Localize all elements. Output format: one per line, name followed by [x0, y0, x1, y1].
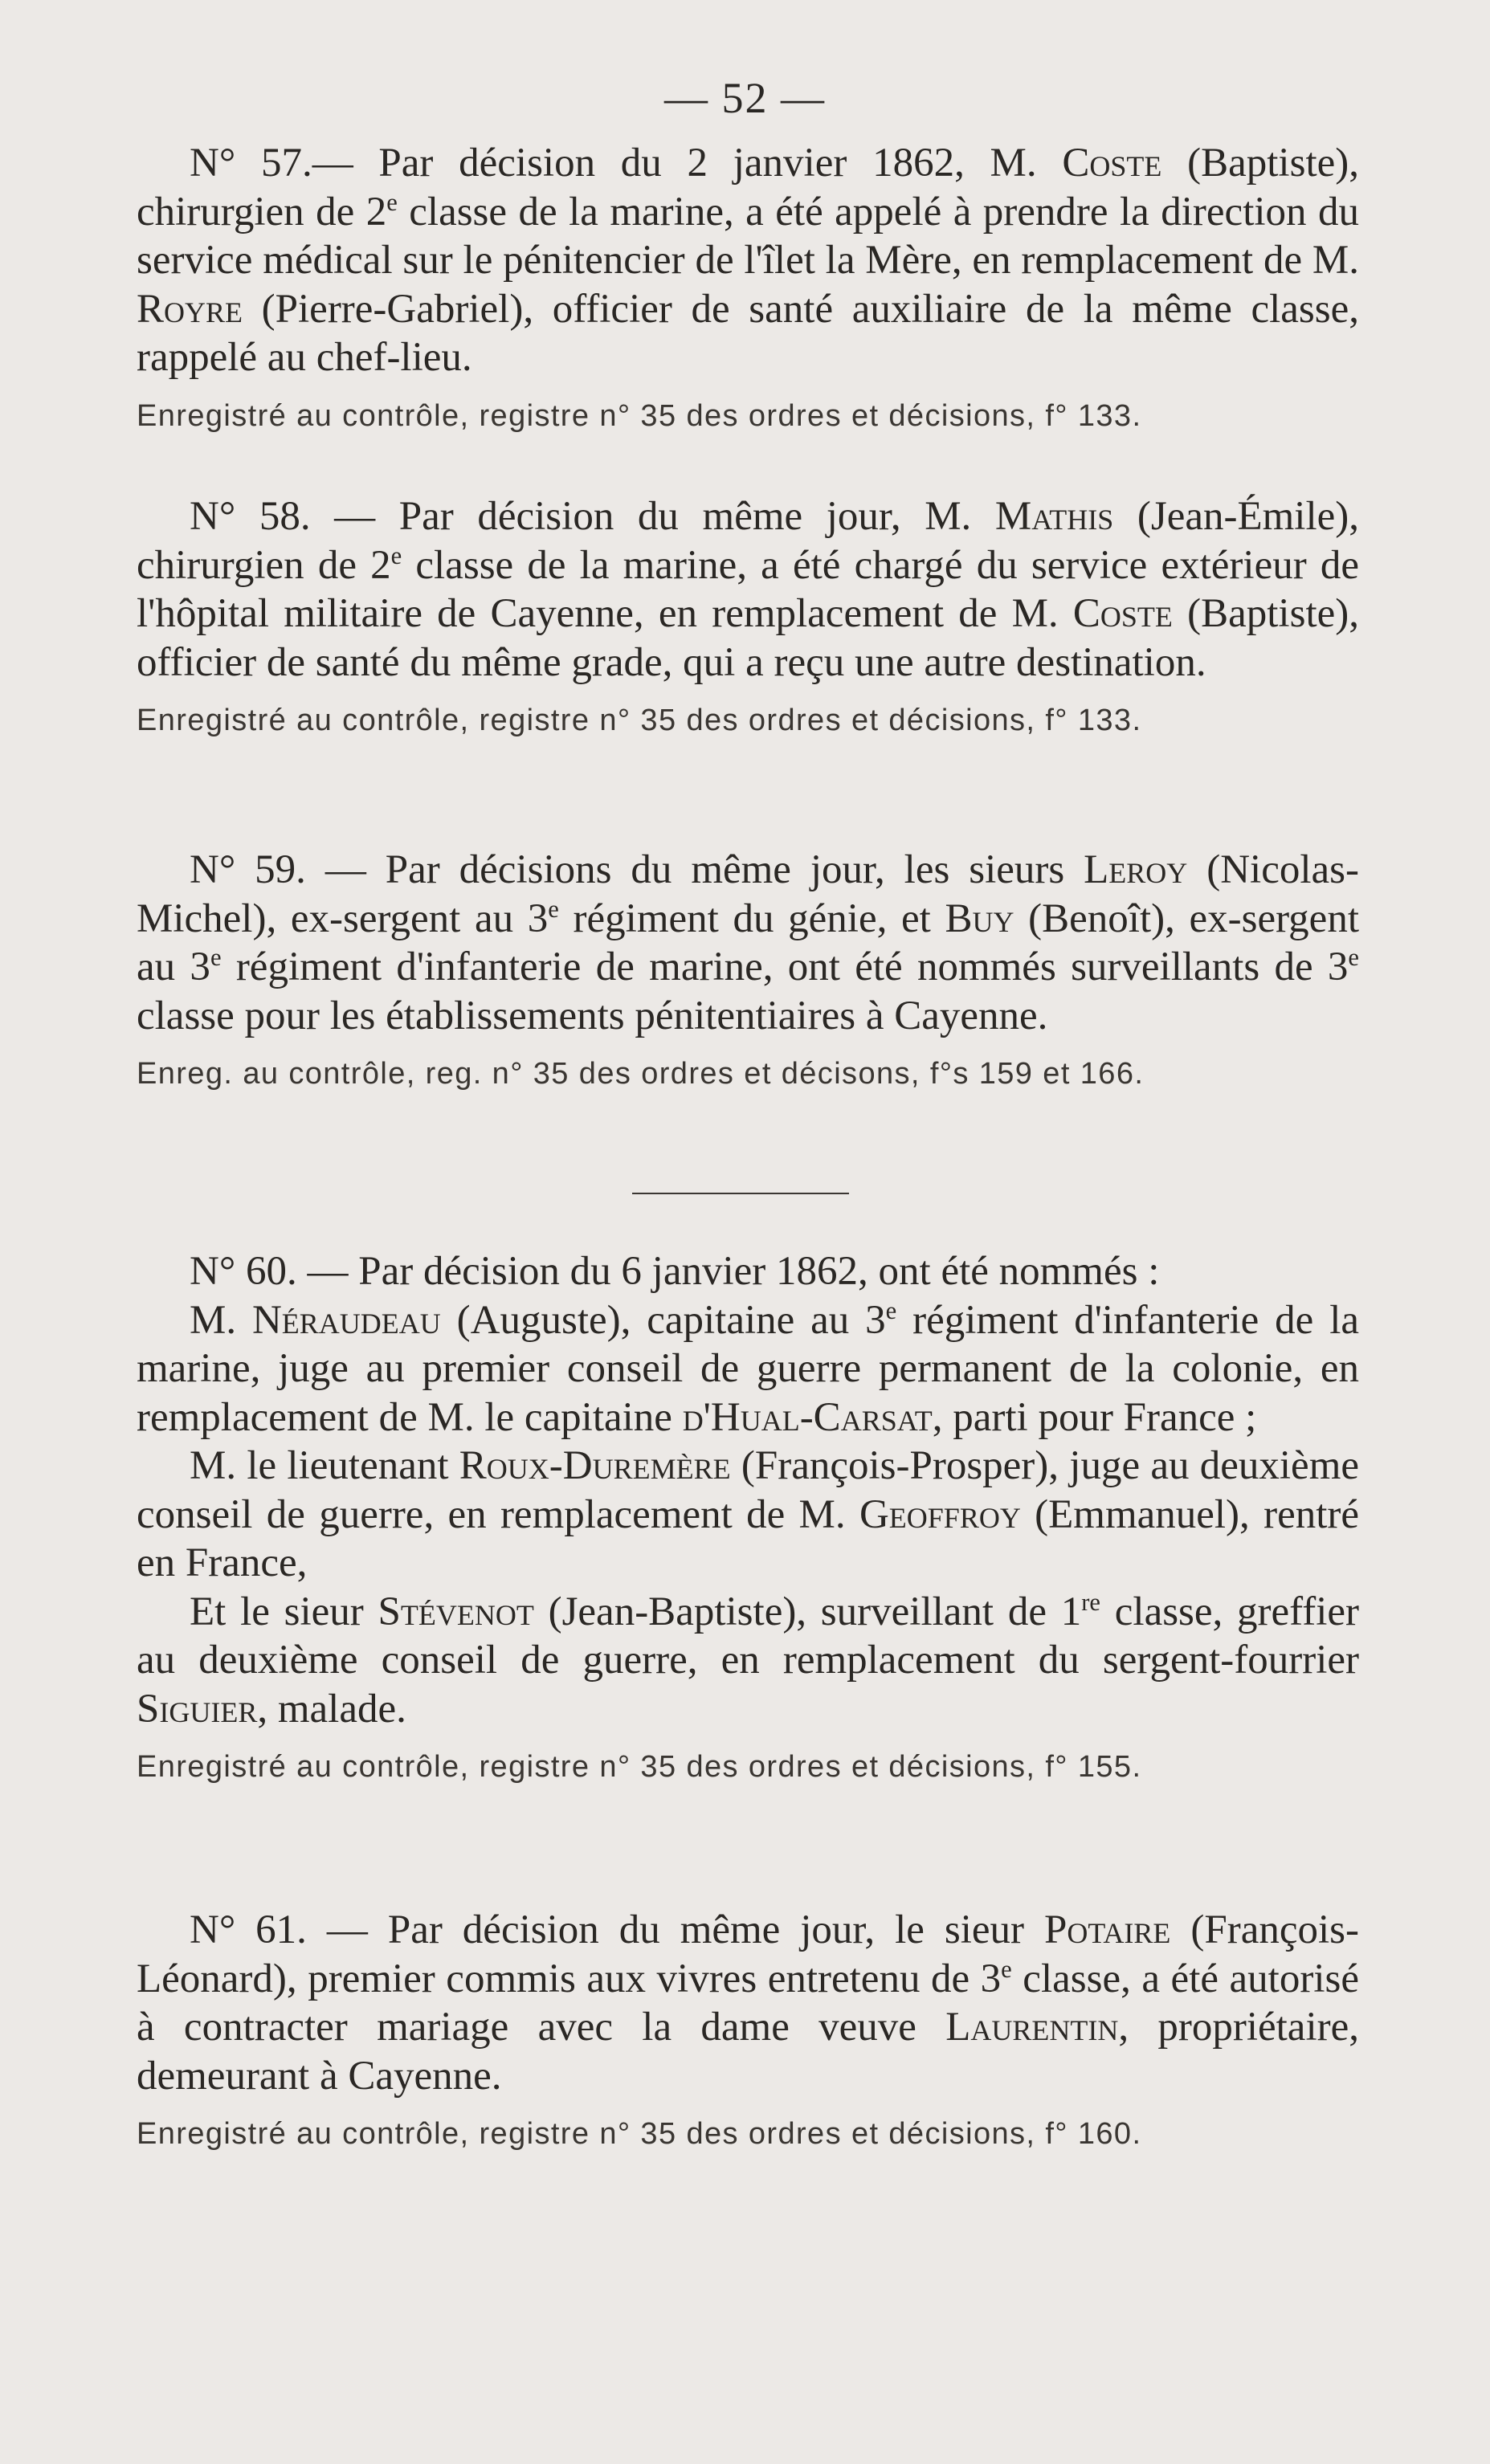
entry-text-segment: Et le sieur	[190, 1589, 378, 1634]
person-name: Coste	[1062, 141, 1162, 186]
entry-text-segment: (Baptiste), chirurgien de 2	[137, 141, 1359, 235]
register-note: Enregistré au contrôle, registre n° 35 des ordres et décisions, f° 155.	[137, 1750, 1142, 1784]
ordinal-superscript: e	[390, 541, 402, 569]
register-note: Enreg. au contrôle, reg. n° 35 des ordres et décisons, f°s 159 et 166.	[137, 1057, 1145, 1091]
entry-text-segment: (François-Léonard), premier commis aux vivres entretenu de 3	[137, 1907, 1359, 2001]
ordinal-superscript: e	[548, 895, 559, 923]
entry-text-segment: classe de la marine, a été appelé à prendre la direction du service médical sur le pénitencier de l'îlet la Mère, en remplacement de M.	[137, 189, 1359, 283]
person-name: Geoffroy	[859, 1491, 1021, 1537]
entry-text-segment: — Par décision du 2 janvier 1862, M.	[312, 141, 1063, 186]
entry-number: N° 58.	[190, 494, 311, 539]
entry-text-segment: M.	[190, 1297, 252, 1343]
entry-60-nomination-3	[137, 1588, 1359, 1734]
entry-text-segment: classe de la marine, a été chargé du service extérieur de l'hôpital militaire de Cayenne, en remplacement de M.	[137, 542, 1359, 636]
entry-59-text	[137, 846, 1359, 1040]
entry-text-segment: , malade.	[257, 1686, 406, 1732]
entry-text-segment: (Pierre-Gabriel), officier de santé auxiliaire de la même classe, rappelé au chef-lieu.	[137, 286, 1359, 380]
entry-number: N° 57.	[190, 141, 312, 186]
entry-text-segment: régiment d'infanterie de marine, ont été nommés surveillants de 3	[221, 944, 1349, 989]
entry-text-segment: classe, greffier au deuxième conseil de guerre, en remplacement du sergent-fourrier	[137, 1589, 1359, 1683]
entry-text-segment: (Benoît), ex-sergent au 3	[137, 895, 1359, 989]
person-name: Siguier	[137, 1686, 258, 1732]
entry-61-text	[137, 1906, 1359, 2100]
entry-60	[137, 1247, 1359, 1786]
register-note: Enregistré au contrôle, registre n° 35 des ordres et décisions, f° 160.	[137, 2117, 1142, 2151]
ordinal-superscript: e	[386, 188, 398, 216]
register-note: Enregistré au contrôle, registre n° 35 des ordres et décisions, f° 133.	[137, 704, 1142, 737]
person-name: Royre	[137, 286, 243, 332]
entry-text-segment: classe pour les établissements pénitentiaires à Cayenne.	[137, 993, 1048, 1038]
person-name: Laurentin	[945, 2005, 1119, 2050]
entry-60-nomination-1	[137, 1296, 1359, 1442]
entry-text-segment: (Baptiste), officier de santé du même grade, qui a reçu une autre destination.	[137, 591, 1359, 685]
entry-text-segment: (François-Prosper), juge au deuxième conseil de guerre, en remplacement de M.	[137, 1443, 1359, 1537]
entry-57	[137, 139, 1359, 435]
entry-59	[137, 846, 1359, 1093]
person-name: d'Hual-Carsat	[682, 1394, 933, 1440]
person-name: Néraudeau	[251, 1297, 441, 1343]
entry-text-segment: (Jean-Baptiste), surveillant de 1	[533, 1589, 1082, 1634]
person-name: Buy	[945, 895, 1014, 941]
entry-number: N° 60.	[190, 1249, 297, 1294]
entry-text-segment: régiment d'infanterie de la marine, juge au premier conseil de guerre permanent de la colonie, en remplacement de M. le capitaine	[137, 1297, 1359, 1440]
person-name: Mathis	[994, 494, 1114, 539]
entry-60-text	[137, 1247, 1359, 1296]
entry-text-segment: — Par décision du même jour, le sieur	[306, 1907, 1044, 1952]
entry-number: N° 61.	[190, 1907, 307, 1952]
entry-text-segment: classe, a été autorisé à contracter mariage avec la dame veuve	[137, 1956, 1359, 2050]
ordinal-superscript: e	[885, 1296, 897, 1324]
entry-58-text	[137, 492, 1359, 687]
entry-text-segment: — Par décision du 6 janvier 1862, ont été nommés :	[296, 1249, 1160, 1294]
entry-text-segment: (Jean-Émile), chirurgien de 2	[137, 494, 1359, 588]
ordinal-superscript: e	[1001, 1955, 1012, 1983]
entry-57-text	[137, 139, 1359, 382]
entry-text-segment: — Par décisions du même jour, les sieurs	[305, 847, 1084, 892]
page-number: — 52 —	[664, 74, 826, 122]
entry-58	[137, 492, 1359, 740]
entry-text-segment: (Auguste), capitaine au 3	[440, 1297, 886, 1343]
register-note: Enregistré au contrôle, registre n° 35 des ordres et décisions, f° 133.	[137, 398, 1142, 433]
ordinal-superscript: e	[1348, 944, 1360, 971]
ordinal-superscript: e	[210, 944, 222, 971]
ordinal-superscript: re	[1081, 1588, 1101, 1616]
entry-text-segment: , propriétaire, demeurant à Cayenne.	[137, 2005, 1359, 2099]
entry-text-segment: (Nicolas-Michel), ex-sergent au 3	[137, 847, 1359, 941]
person-name: Leroy	[1084, 847, 1188, 892]
person-name: Coste	[1072, 591, 1173, 636]
entry-61	[137, 1906, 1359, 2153]
section-divider	[632, 1193, 849, 1194]
person-name: Roux-Duremère	[459, 1443, 731, 1488]
person-name: Potaire	[1043, 1907, 1171, 1952]
person-name: Stévenot	[378, 1589, 534, 1634]
entry-text-segment: , parti pour France ;	[932, 1394, 1257, 1440]
entry-text-segment: M. le lieutenant	[190, 1443, 459, 1488]
entry-60-nomination-2	[137, 1442, 1359, 1588]
entry-text-segment: régiment du génie, et	[558, 895, 945, 941]
entry-text-segment: (Emmanuel), rentré en France,	[137, 1491, 1360, 1585]
entry-text-segment: — Par décision du même jour, M.	[310, 494, 995, 539]
entry-number: N° 59.	[190, 847, 306, 892]
